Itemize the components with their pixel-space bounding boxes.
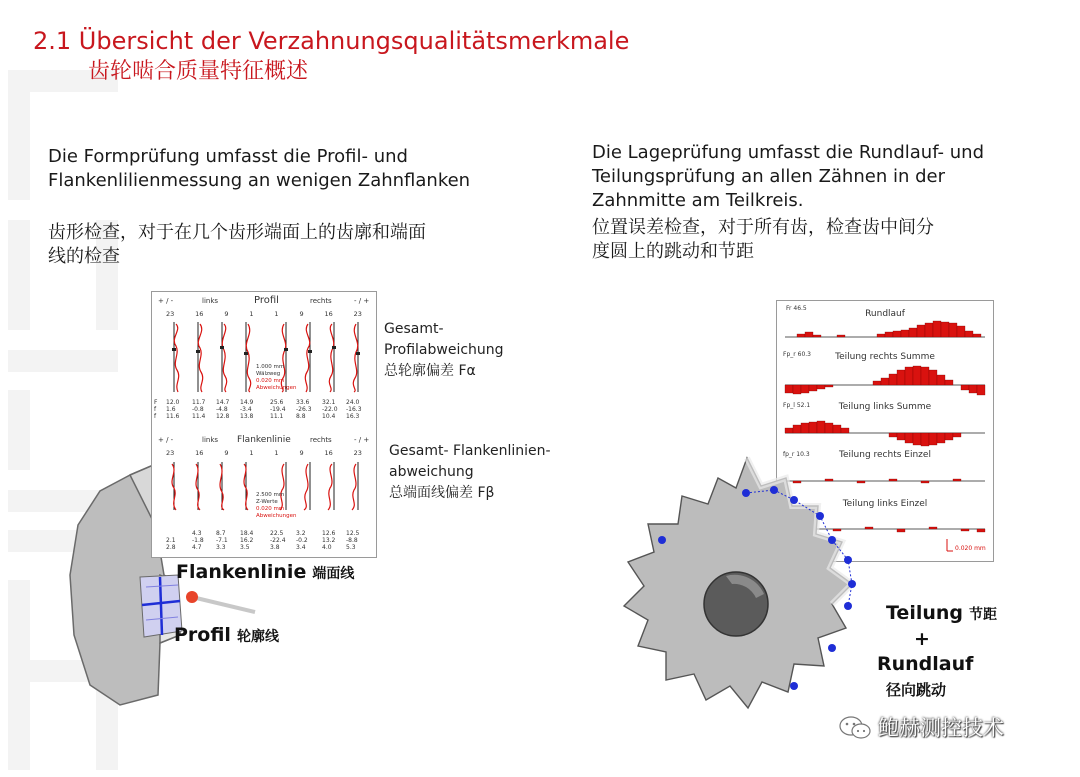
flanke-value: 5.3 [346,544,356,551]
flanke-value: -7.1 [216,537,228,544]
flanke-value: 8.7 [216,530,226,537]
profil-value: -0.8 [192,406,204,413]
profil-cn: 轮廓线 [236,629,279,645]
plus-sign: + [914,628,930,650]
profil-value: 12.8 [216,413,230,420]
profil-value: 10.4 [322,413,336,420]
flanke-value: 4.0 [322,544,332,551]
profil-plus-minus-left: + / - [158,297,174,305]
flankenlinie-label [176,561,354,583]
flanke-links-label: links [202,436,219,444]
teilung-de: Teilung [886,602,964,624]
tooth-number: 1 [249,310,254,318]
pitch-row-tag: Fp_l 52.1 [783,402,811,409]
pitch-scale-label: 0.020 mm [955,545,986,552]
flanke-value: 12.5 [346,530,360,537]
tooth-number: 9 [224,449,229,457]
pitch-row-label: Teilung links Einzel [842,499,928,509]
profil-value: 11.1 [270,413,284,420]
flanke-value: -1.8 [192,537,204,544]
pitch-row-label: Teilung rechts Einzel [839,450,931,460]
flanke-value: 22.5 [270,530,284,537]
profil-minus-plus-right: - / + [354,297,370,305]
flanke-value: 3.4 [296,544,306,551]
tooth-number: 16 [195,310,204,318]
profil-value: -4.8 [216,406,228,413]
flanke-minus-plus-right: - / + [354,436,370,444]
profil-value: 32.1 [322,399,336,406]
profil-scale-length: 1.000 mm [256,364,285,370]
flanke-value: 2.8 [166,544,176,551]
profil-scale-axis: Wälzweg [256,371,281,377]
rundlauf-cn-label: 径向跳动 [886,681,947,699]
flankenlinie-de: Flankenlinie [176,561,307,583]
flanke-value: 3.5 [240,544,250,551]
profil-row-label: f [154,406,157,413]
rundlauf-label: Rundlauf [877,653,974,675]
flanke-value: 18.4 [240,530,254,537]
pitch-row-tag: fp_r 10.3 [783,451,810,458]
flanke-scale-axis: Z-Werte [256,499,278,505]
pitch-row-label: Teilung rechts Summe [835,352,935,362]
flanke-value: 13.2 [322,537,336,544]
profil-row-label: f [154,413,157,420]
pitch-row-label: Teilung links Summe [838,402,932,412]
chat-bubble-icon [838,714,872,742]
label-total-profile-deviation: Gesamt- Profilabweichung 总轮廓偏差 Fα [384,321,504,379]
profil-value: 33.6 [296,399,310,406]
flanke-value: -0.2 [296,537,308,544]
profil-value: 14.9 [240,399,254,406]
profil-values-table [154,399,372,420]
flanke-value: 3.3 [216,544,226,551]
profil-value: 11.7 [192,399,206,406]
profil-value: 12.0 [166,399,180,406]
flanke-rechts-label: rechts [310,436,332,444]
flanke-report-title: Flankenlinie [237,435,291,445]
tooth-number: 23 [353,449,362,457]
tooth-number: 9 [299,310,304,318]
flanke-value [166,530,192,537]
brand-name: 鲍赫测控技术 [878,716,1004,740]
flanke-value: 4.3 [192,530,202,537]
profil-value: 14.7 [216,399,230,406]
profil-de: Profil [174,624,231,646]
profil-value: 24.0 [346,399,360,406]
right-description-de: Die Lageprüfung umfasst die Rundlauf- und Teilungsprüfung an allen Zähnen in der Zahnmitte am Teilkreis. [592,142,985,211]
runout-fr-value: Fr 46.5 [786,305,807,312]
profil-scale-deviation: 0.020 mm [256,378,285,384]
label-total-flank-deviation: Gesamt- Flankenlinien- abweichung 总端面线偏差 Fβ [389,443,551,501]
flanke-value: -22.4 [270,537,286,544]
profil-label [174,624,279,646]
tooth-number: 23 [353,310,362,318]
flanke-scale-deviation: 0.020 mm [256,506,285,512]
flankenlinie-cn: 端面线 [312,566,355,582]
flanke-value: 16.2 [240,537,254,544]
flanke-value: 3.8 [270,544,280,551]
tooth-number: 1 [274,449,279,457]
profil-value: -26.3 [296,406,312,413]
profil-value: -16.3 [346,406,362,413]
tooth-number: 9 [299,449,304,457]
flanke-scale-deviation-label: Abweichungen [256,513,297,519]
flanke-value: -8.8 [346,537,358,544]
tooth-number: 16 [195,449,204,457]
profil-scale-deviation-label: Abweichungen [256,385,297,391]
tooth-number: 23 [166,310,175,318]
profil-value: 13.8 [240,413,254,420]
flanke-value: 3.2 [296,530,306,537]
left-description-de: Die Formprüfung umfasst die Profil- und Flankenlilienmessung an wenigen Zahnflanken [48,146,471,191]
tooth-number: 23 [166,449,175,457]
teilung-label [886,602,997,624]
profil-value: 1.6 [166,406,176,413]
right-description-cn: 位置误差检查，对于所有齿，检查齿中间分 度圆上的跳动和节距 [592,217,934,262]
flanke-values-table [166,530,372,551]
measuring-probe-icon [180,585,260,615]
tooth-number: 1 [274,310,279,318]
profil-row-label: F [154,399,158,406]
flanke-scale-length: 2.500 mm [256,492,285,498]
profil-value: 25.6 [270,399,284,406]
tooth-number: 16 [324,449,333,457]
flanke-value: 2.1 [166,537,176,544]
page-title: 2.1 Übersicht der Verzahnungsqualitätsmerkmale [33,27,630,55]
tooth-number: 1 [249,449,254,457]
flanke-plus-minus-left: + / - [158,436,174,444]
profil-rechts-label: rechts [310,297,332,305]
profil-value: 16.3 [346,413,360,420]
profile-measurement-report [151,291,377,558]
profil-report-title: Profil [254,295,279,306]
profil-tooth-numbers [166,310,362,318]
profil-value: 11.6 [166,413,180,420]
pitch-row-tag: Fp_r 60.3 [783,351,811,358]
tooth-number: 16 [324,310,333,318]
profil-value: -3.4 [240,406,252,413]
tooth-number: 9 [224,310,229,318]
profil-value: 11.4 [192,413,206,420]
pitch-row-label: Rundlauf [865,309,905,319]
teilung-cn: 节距 [969,607,998,623]
profil-value: 8.8 [296,413,306,420]
right-gear-illustration [596,448,886,738]
flanke-value: 4.7 [192,544,202,551]
profil-value: -19.4 [270,406,286,413]
flanke-value: 12.6 [322,530,336,537]
profil-links-label: links [202,297,219,305]
page-subtitle: 齿轮啮合质量特征概述 [88,59,309,84]
left-description-cn: 齿形检查，对于在几个齿形端面上的齿廓和端面 线的检查 [48,222,426,267]
profil-value: -22.0 [322,406,338,413]
flanke-tooth-numbers [166,449,362,457]
